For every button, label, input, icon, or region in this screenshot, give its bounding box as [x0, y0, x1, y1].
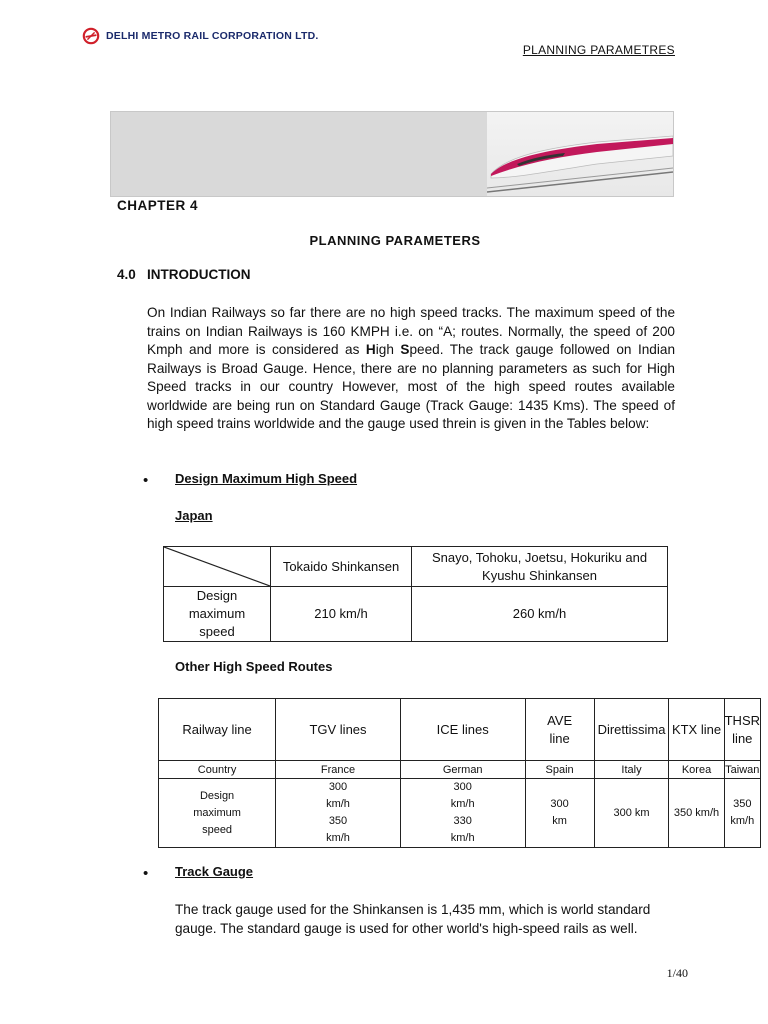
table-cell: 300 km/h 330 km/h: [400, 779, 525, 848]
diagonal-line-icon: [164, 547, 270, 586]
table-header-cell: Snayo, Tohoku, Joetsu, Hokuriku and Kyushu Shinkansen: [412, 547, 668, 587]
table-cell: 300 km/h 350 km/h: [276, 779, 401, 848]
design-speed-heading: Design Maximum High Speed: [175, 471, 358, 486]
page-number: 1/40: [666, 966, 688, 980]
table-cell: German: [400, 761, 525, 779]
other-routes-table: [158, 698, 761, 848]
page-title: PLANNING PARAMETERS: [309, 233, 481, 248]
section-number: 4.0: [117, 267, 136, 282]
japan-speed-table: [163, 546, 668, 642]
table-header-cell: ICE lines: [400, 699, 525, 761]
table-cell: France: [276, 761, 401, 779]
bullet-icon: •: [143, 472, 149, 489]
section-heading: INTRODUCTION: [147, 267, 251, 282]
org-name: DELHI METRO RAIL CORPORATION LTD.: [106, 30, 319, 42]
table-row-label: Country: [159, 761, 276, 779]
train-photo: [487, 112, 673, 196]
chapter-label: CHAPTER 4: [117, 198, 199, 213]
chapter-banner: [110, 111, 674, 197]
table-cell: 210 km/h: [271, 587, 412, 642]
table-cell: Spain: [525, 761, 594, 779]
intro-text-3: peed. The track gauge followed on Indian Railways is Broad Gauge. Hence, there are no planning parameters as such for High Speed tracks in our country However, most of the high speed routes available worldwide are being run on Standard Gauge (Track Gauge: 1435 Kms). The speed of high speed trains worldwide and the gauge used threin is given in the Tables below:: [147, 342, 676, 431]
section-header: PLANNING PARAMETRES: [522, 43, 675, 57]
table-header-cell: Railway line: [159, 699, 276, 761]
table-cell: Korea: [669, 761, 724, 779]
table-cell: 300 km: [594, 779, 669, 848]
intro-text-1: On Indian Railways so far there are no high speed tracks. The maximum speed of the trains on Indian Railways is 160 KMPH i.e. on “A; routes. Normally, the speed of 200 Kmph and more is considered as: [147, 305, 675, 357]
table-cell: 350 km/h: [669, 779, 724, 848]
table-header-cell: Tokaido Shinkansen: [271, 547, 412, 587]
other-routes-label: Other High Speed Routes: [175, 659, 333, 674]
table-header-cell: THSR line: [724, 699, 760, 761]
table-header-cell: TGV lines: [276, 699, 401, 761]
track-gauge-paragraph: The track gauge used for the Shinkansen is 1,435 mm, which is world standard gauge. The standard gauge is used for other world's high-speed rails as well.: [175, 902, 651, 936]
intro-text-2: igh: [375, 342, 401, 357]
table-cell: Taiwan: [724, 761, 760, 779]
table-cell: 260 km/h: [412, 587, 668, 642]
intro-bold-s: S: [400, 342, 410, 357]
dmrc-logo-icon: [82, 27, 100, 45]
table-header-cell: KTX line: [669, 699, 724, 761]
track-gauge-heading: Track Gauge: [175, 864, 254, 879]
table-header-cell: Direttissima: [594, 699, 669, 761]
table-row-label: Design maximum speed: [164, 587, 271, 642]
table-cell: 300 km: [525, 779, 594, 848]
intro-bold-h: H: [365, 342, 376, 357]
bullet-icon: •: [143, 865, 149, 882]
japan-label: Japan: [175, 508, 213, 523]
table-cell: 350 km/h: [724, 779, 760, 848]
org-header: [82, 27, 319, 45]
table-header-cell: AVE line: [525, 699, 594, 761]
table-cell: Italy: [594, 761, 669, 779]
intro-paragraph: [147, 304, 675, 434]
bullet-train-icon: [487, 112, 673, 196]
table-row-label: Design maximum speed: [159, 779, 276, 848]
table-corner-cell: [164, 547, 271, 587]
